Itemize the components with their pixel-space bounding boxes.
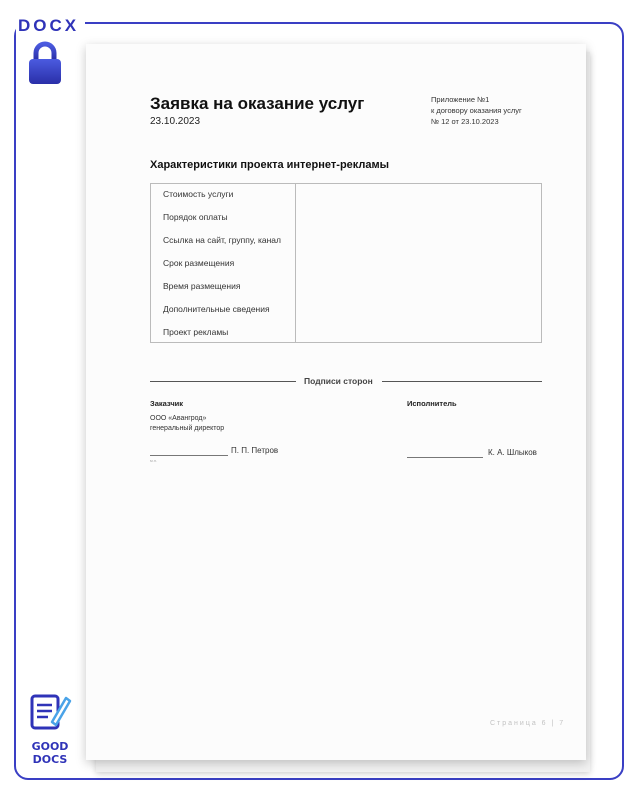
appendix-line: Приложение №1: [431, 95, 490, 104]
customer-label: Заказчик: [150, 399, 184, 408]
good-label: GOOD: [31, 740, 69, 753]
document-date: 23.10.2023: [150, 116, 201, 127]
signatures-divider-left: [150, 381, 296, 382]
customer-details: [150, 414, 224, 434]
lock-icon: [27, 40, 63, 91]
customer-position: генеральный директор: [150, 425, 225, 432]
docs-label: DOCS: [32, 753, 68, 766]
customer-signer-name: П. П. Петров: [231, 446, 279, 455]
customer-signature-line: [150, 455, 228, 456]
table-row-label: Дополнительные сведения: [163, 304, 270, 314]
customer-org: ООО «Авангрод»: [150, 415, 207, 422]
executor-signature-line: [407, 457, 483, 458]
page-number: Страница 6 | 7: [490, 720, 566, 727]
appendix-block: [431, 94, 522, 127]
signatures-divider-right: [382, 381, 542, 382]
table-row-label: Стоимость услуги: [163, 189, 234, 199]
characteristics-table: [150, 183, 542, 343]
section-title: Характеристики проекта интернет-рекламы: [150, 159, 390, 171]
table-row-label: Время размещения: [163, 281, 241, 291]
table-row-label: Проект рекламы: [163, 327, 229, 337]
signatures-title: Подписи сторон: [304, 376, 373, 386]
good-docs-logo: [24, 690, 76, 765]
stamp-mark: м.п.: [150, 458, 158, 463]
table-row-label: Порядок оплаты: [163, 212, 228, 222]
document-page: [86, 44, 586, 760]
executor-label: Исполнитель: [407, 399, 457, 408]
appendix-line: к договору оказания услуг: [431, 106, 522, 115]
document-title: Заявка на оказание услуг: [150, 94, 365, 113]
docx-label: DOCX: [16, 16, 85, 36]
table-row-label: Ссылка на сайт, группу, канал: [163, 235, 281, 245]
table-row-label: Срок размещения: [163, 258, 235, 268]
appendix-line: № 12 от 23.10.2023: [431, 117, 499, 126]
executor-signer-name: К. А. Шлыков: [488, 448, 537, 457]
document-edit-icon: [28, 690, 72, 734]
characteristics-label-column: [151, 184, 296, 342]
